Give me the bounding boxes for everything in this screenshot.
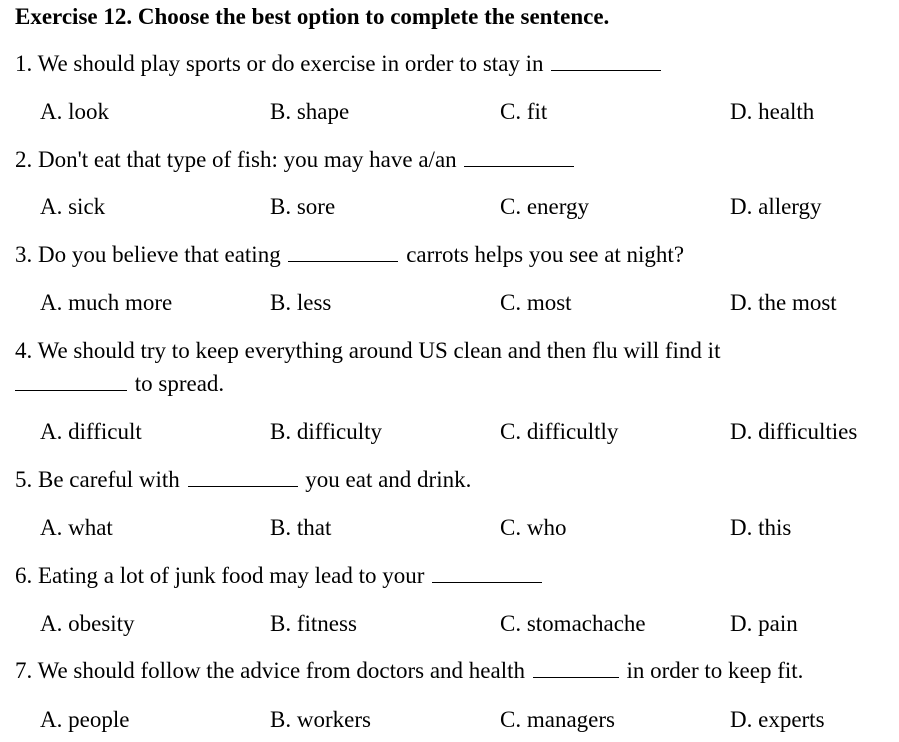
question-5-option-a[interactable]: A. what bbox=[40, 515, 113, 540]
exercise-title: Exercise 12. Choose the best option to complete the sentence. bbox=[15, 4, 610, 29]
question-5-blank bbox=[188, 466, 298, 487]
question-7-option-a[interactable]: A. people bbox=[40, 707, 130, 732]
question-7-text: 7. We should follow the advice from doctors and health bbox=[15, 658, 525, 683]
question-4-text-after: to spread. bbox=[134, 371, 225, 396]
question-7-option-b[interactable]: B. workers bbox=[270, 707, 371, 732]
question-5-option-d[interactable]: D. this bbox=[730, 515, 792, 540]
question-3 bbox=[15, 241, 684, 269]
question-4-option-b[interactable]: B. difficulty bbox=[270, 419, 383, 444]
question-3-text: 3. Do you believe that eating bbox=[15, 242, 281, 267]
question-2-option-a[interactable]: A. sick bbox=[40, 194, 106, 219]
question-3-text-after: carrots helps you see at night? bbox=[406, 242, 685, 267]
question-4-option-a[interactable]: A. difficult bbox=[40, 419, 142, 444]
question-5-option-b[interactable]: B. that bbox=[270, 515, 332, 540]
question-6-text: 6. Eating a lot of junk food may lead to your bbox=[15, 563, 425, 588]
question-7-text-after: in order to keep fit. bbox=[626, 658, 804, 683]
question-6-option-a[interactable]: A. obesity bbox=[40, 611, 135, 636]
question-2-blank bbox=[464, 146, 574, 167]
question-1 bbox=[15, 50, 663, 78]
question-1-blank bbox=[551, 50, 661, 71]
question-4-continuation bbox=[15, 370, 224, 398]
question-6-option-c[interactable]: C. stomachache bbox=[500, 611, 646, 636]
question-5-text-after: you eat and drink. bbox=[305, 467, 472, 492]
question-1-option-c[interactable]: C. fit bbox=[500, 99, 548, 124]
question-4-option-d[interactable]: D. difficulties bbox=[730, 419, 858, 444]
question-2-option-b[interactable]: B. sore bbox=[270, 194, 336, 219]
question-7-option-c[interactable]: C. managers bbox=[500, 707, 615, 732]
question-7 bbox=[15, 657, 803, 685]
question-2-text: 2. Don't eat that type of fish: you may have a/an bbox=[15, 147, 457, 172]
question-3-option-c[interactable]: C. most bbox=[500, 290, 572, 315]
question-3-blank bbox=[288, 241, 398, 262]
question-5 bbox=[15, 466, 471, 494]
question-6-blank bbox=[432, 562, 542, 583]
question-4-blank bbox=[15, 370, 127, 391]
question-3-option-a[interactable]: A. much more bbox=[40, 290, 173, 315]
question-5-option-c[interactable]: C. who bbox=[500, 515, 567, 540]
question-1-text: 1. We should play sports or do exercise in order to stay in bbox=[15, 51, 544, 76]
question-4-text: 4. We should try to keep everything around US clean and then flu will find it bbox=[15, 338, 721, 363]
question-6-option-d[interactable]: D. pain bbox=[730, 611, 798, 636]
question-4-option-c[interactable]: C. difficultly bbox=[500, 419, 619, 444]
question-2-option-d[interactable]: D. allergy bbox=[730, 194, 822, 219]
question-2 bbox=[15, 146, 576, 174]
question-2-option-c[interactable]: C. energy bbox=[500, 194, 590, 219]
question-1-option-a[interactable]: A. look bbox=[40, 99, 109, 124]
question-3-option-d[interactable]: D. the most bbox=[730, 290, 837, 315]
question-1-option-d[interactable]: D. health bbox=[730, 99, 815, 124]
question-7-blank bbox=[533, 657, 619, 678]
question-5-text: 5. Be careful with bbox=[15, 467, 180, 492]
question-7-option-d[interactable]: D. experts bbox=[730, 707, 825, 732]
question-6 bbox=[15, 562, 544, 590]
question-6-option-b[interactable]: B. fitness bbox=[270, 611, 357, 636]
question-4 bbox=[15, 337, 720, 365]
question-1-option-b[interactable]: B. shape bbox=[270, 99, 350, 124]
question-3-option-b[interactable]: B. less bbox=[270, 290, 332, 315]
